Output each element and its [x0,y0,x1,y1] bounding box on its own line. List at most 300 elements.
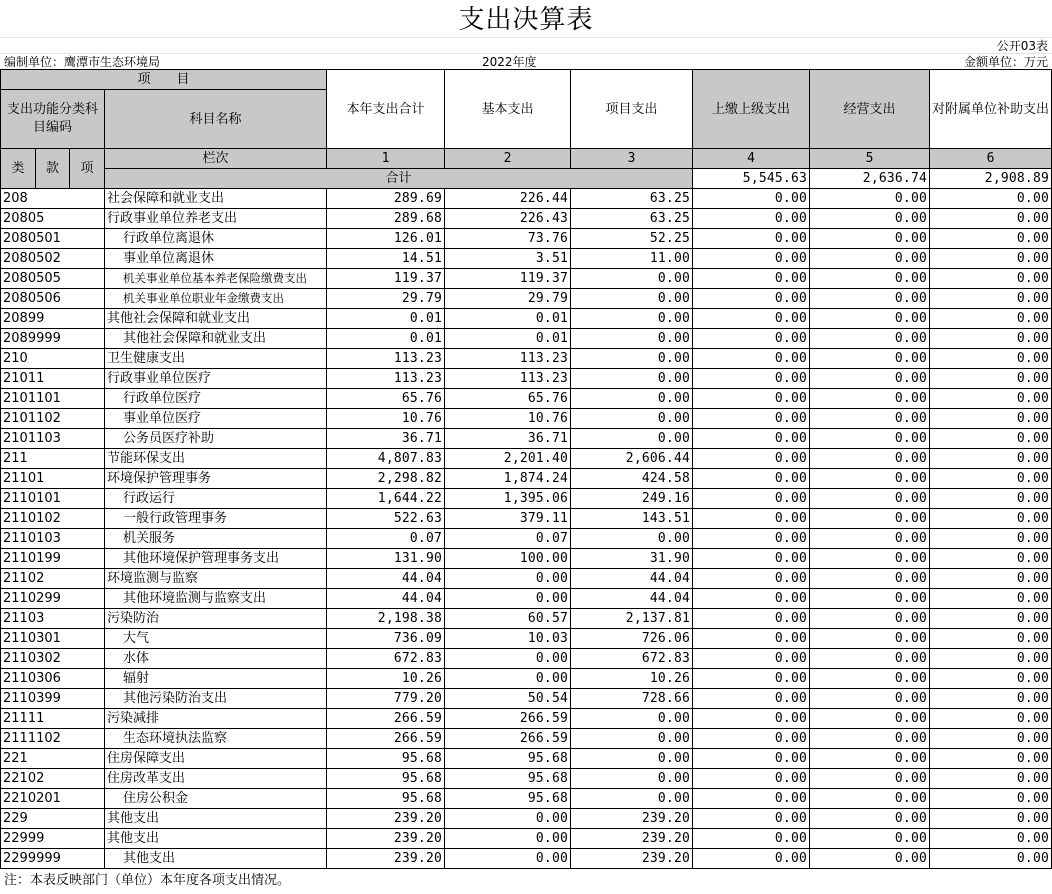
header-project: 项目支出 [571,70,693,149]
amount-cell: 289.69 [327,189,445,209]
subject-code: 2080502 [1,249,105,269]
table-row [1,649,1052,669]
total-value: 2,636.74 [810,169,930,189]
amount-cell: 0.00 [445,849,571,869]
amount-cell: 0.00 [571,309,693,329]
table-row [1,629,1052,649]
amount-cell: 0.00 [930,749,1052,769]
amount-cell: 0.00 [445,829,571,849]
amount-cell: 0.00 [693,369,810,389]
amount-cell: 0.00 [930,709,1052,729]
header-upper: 上缴上级支出 [693,70,810,149]
column-index: 5 [810,149,930,169]
amount-cell: 0.00 [810,669,930,689]
subject-code: 2110399 [1,689,105,709]
amount-cell: 0.00 [693,669,810,689]
amount-cell: 0.00 [445,649,571,669]
page-title: 支出决算表 [458,5,594,35]
amount-cell: 113.23 [445,369,571,389]
table-note: 注：本表反映部门（单位）本年度各项支出情况。 [4,873,291,888]
amount-cell: 0.00 [693,349,810,369]
subject-code: 2111102 [1,729,105,749]
subject-name: 住房公积金 [105,789,327,809]
subject-name: 污染防治 [105,609,327,629]
subject-code: 2110301 [1,629,105,649]
amount-cell: 10.76 [327,409,445,429]
subject-name: 环境监测与监察 [105,569,327,589]
table-row [1,589,1052,609]
amount-cell: 0.00 [930,529,1052,549]
amount-cell: 0.00 [693,629,810,649]
amount-cell: 424.58 [571,469,693,489]
amount-cell: 0.00 [693,809,810,829]
amount-cell: 0.00 [810,229,930,249]
amount-cell: 10.76 [445,409,571,429]
table-row [1,309,1052,329]
amount-cell: 113.23 [327,349,445,369]
amount-cell: 0.00 [930,629,1052,649]
subject-code: 211 [1,449,105,469]
subject-name: 其他环境监测与监察支出 [105,589,327,609]
amount-cell: 0.00 [693,449,810,469]
amount-cell: 113.23 [327,369,445,389]
table-row [1,729,1052,749]
subject-code: 2110103 [1,529,105,549]
subject-code: 208 [1,189,105,209]
subject-code: 2110299 [1,589,105,609]
amount-cell: 0.00 [693,469,810,489]
subject-name: 环境保护管理事务 [105,469,327,489]
amount-cell: 672.83 [327,649,445,669]
amount-cell: 31.90 [571,549,693,569]
subject-name: 卫生健康支出 [105,349,327,369]
table-row [1,809,1052,829]
amount-cell: 0.00 [810,269,930,289]
amount-cell: 119.37 [445,269,571,289]
header-business: 经营支出 [810,70,930,149]
amount-cell: 0.00 [810,469,930,489]
amount-cell: 0.00 [693,209,810,229]
subject-name: 大气 [105,629,327,649]
amount-cell: 95.68 [445,789,571,809]
amount-cell: 0.00 [810,489,930,509]
amount-cell: 0.00 [571,269,693,289]
subject-name: 生态环境执法监察 [105,729,327,749]
amount-cell: 0.00 [930,389,1052,409]
amount-cell: 0.00 [930,669,1052,689]
table-row [1,669,1052,689]
amount-cell: 113.23 [445,349,571,369]
subject-name: 其他社会保障和就业支出 [105,309,327,329]
amount-cell: 0.01 [327,309,445,329]
amount-cell: 0.00 [930,489,1052,509]
amount-cell: 0.00 [930,549,1052,569]
amount-cell: 0.00 [571,329,693,349]
amount-cell: 672.83 [571,649,693,669]
amount-cell: 131.90 [327,549,445,569]
amount-cell: 95.68 [445,749,571,769]
subject-name: 行政事业单位养老支出 [105,209,327,229]
amount-cell: 60.57 [445,609,571,629]
amount-cell: 1,874.24 [445,469,571,489]
amount-cell: 0.00 [693,289,810,309]
amount-cell: 0.00 [445,809,571,829]
amount-cell: 44.04 [571,589,693,609]
amount-cell: 0.00 [810,389,930,409]
amount-cell: 0.00 [693,269,810,289]
subject-code: 2101103 [1,429,105,449]
amount-cell: 0.00 [810,549,930,569]
subject-name: 公务员医疗补助 [105,429,327,449]
amount-cell: 0.00 [810,449,930,469]
amount-cell: 119.37 [327,269,445,289]
amount-cell: 0.00 [930,189,1052,209]
amount-cell: 239.20 [571,829,693,849]
amount-cell: 4,807.83 [327,449,445,469]
table-row [1,769,1052,789]
amount-cell: 65.76 [445,389,571,409]
amount-cell: 0.00 [571,409,693,429]
amount-cell: 0.00 [810,209,930,229]
amount-cell: 0.00 [810,409,930,429]
subject-name: 机关事业单位基本养老保险缴费支出 [105,269,327,289]
subject-code: 2110199 [1,549,105,569]
amount-cell: 289.68 [327,209,445,229]
amount-cell: 0.00 [571,389,693,409]
amount-cell: 0.00 [693,249,810,269]
amount-cell: 0.00 [693,389,810,409]
amount-cell: 14.51 [327,249,445,269]
table-row [1,229,1052,249]
table-row [1,489,1052,509]
amount-cell: 726.06 [571,629,693,649]
amount-cell: 1,395.06 [445,489,571,509]
table-row [1,209,1052,229]
subject-name: 事业单位离退休 [105,249,327,269]
amount-cell: 0.00 [810,529,930,549]
subject-code: 2299999 [1,849,105,869]
amount-cell: 266.59 [327,729,445,749]
table-row [1,429,1052,449]
column-index: 2 [445,149,571,169]
amount-cell: 239.20 [571,849,693,869]
header-func-code: 支出功能分类科目编码 [1,90,105,149]
subject-code: 22102 [1,769,105,789]
fiscal-year: 2022年度 [482,55,537,69]
amount-cell: 2,201.40 [445,449,571,469]
table-row [1,709,1052,729]
amount-cell: 0.00 [810,769,930,789]
table-row [1,449,1052,469]
amount-cell: 0.00 [930,249,1052,269]
amount-cell: 0.00 [810,349,930,369]
amount-cell: 0.00 [571,369,693,389]
amount-cell: 379.11 [445,509,571,529]
amount-cell: 522.63 [327,509,445,529]
amount-cell: 0.07 [445,529,571,549]
amount-cell: 0.00 [693,589,810,609]
amount-cell: 266.59 [445,729,571,749]
table-row [1,689,1052,709]
column-index: 1 [327,149,445,169]
amount-cell: 100.00 [445,549,571,569]
amount-cell: 0.00 [810,589,930,609]
amount-cell: 44.04 [327,589,445,609]
subject-name: 水体 [105,649,327,669]
amount-cell: 95.68 [327,789,445,809]
amount-cell: 0.00 [810,649,930,669]
amount-cell: 36.71 [327,429,445,449]
amount-cell: 50.54 [445,689,571,709]
header-lei: 类 [1,149,36,189]
amount-cell: 2,298.82 [327,469,445,489]
amount-cell: 0.00 [930,449,1052,469]
total-row [1,169,1052,189]
amount-cell: 736.09 [327,629,445,649]
amount-cell: 0.00 [810,369,930,389]
amount-cell: 0.00 [810,709,930,729]
amount-cell: 0.00 [693,409,810,429]
subject-code: 2080505 [1,269,105,289]
compiling-unit: 编制单位：鹰潭市生态环境局 [4,55,161,69]
amount-cell: 0.00 [445,569,571,589]
amount-cell: 0.00 [571,729,693,749]
amount-cell: 36.71 [445,429,571,449]
subject-name: 其他支出 [105,849,327,869]
amount-cell: 266.59 [445,709,571,729]
amount-cell: 0.00 [693,229,810,249]
table-row [1,189,1052,209]
amount-cell: 0.00 [930,789,1052,809]
amount-cell: 0.00 [693,709,810,729]
amount-cell: 0.00 [693,609,810,629]
amount-cell: 3.51 [445,249,571,269]
expenditure-table [0,69,1052,869]
subject-name: 住房改革支出 [105,769,327,789]
amount-cell: 0.00 [571,769,693,789]
subject-code: 2110102 [1,509,105,529]
table-row [1,529,1052,549]
amount-cell: 0.00 [693,689,810,709]
header-lanci: 栏次 [105,149,327,169]
amount-cell: 95.68 [327,749,445,769]
amount-cell: 0.00 [810,829,930,849]
amount-cell: 0.00 [930,849,1052,869]
amount-cell: 0.00 [693,549,810,569]
subject-name: 其他环境保护管理事务支出 [105,549,327,569]
subject-name: 住房保障支出 [105,749,327,769]
amount-cell: 0.00 [810,689,930,709]
amount-cell: 0.01 [445,329,571,349]
subject-name: 其他支出 [105,829,327,849]
subject-name: 辐射 [105,669,327,689]
amount-cell: 0.00 [445,589,571,609]
total-value: 5,545.63 [693,169,810,189]
total-label: 合计 [105,169,693,189]
header-item: 项 目 [1,70,327,90]
amount-cell: 0.00 [693,309,810,329]
table-row [1,249,1052,269]
subject-name: 行政运行 [105,489,327,509]
table-row [1,789,1052,809]
amount-cell: 0.00 [693,829,810,849]
amount-cell: 63.25 [571,209,693,229]
subject-name: 其他污染防治支出 [105,689,327,709]
money-unit: 金额单位：万元 [963,55,1048,69]
amount-cell: 0.00 [571,289,693,309]
header-xiang: 项 [70,149,105,189]
amount-cell: 0.00 [810,249,930,269]
amount-cell: 0.00 [930,649,1052,669]
amount-cell: 0.00 [693,509,810,529]
amount-cell: 0.00 [930,209,1052,229]
amount-cell: 0.01 [327,329,445,349]
amount-cell: 11.00 [571,249,693,269]
subject-name: 节能环保支出 [105,449,327,469]
amount-cell: 0.00 [930,609,1052,629]
subject-name: 其他社会保障和就业支出 [105,329,327,349]
subject-code: 22999 [1,829,105,849]
subject-code: 2080501 [1,229,105,249]
amount-cell: 0.00 [693,529,810,549]
amount-cell: 126.01 [327,229,445,249]
amount-cell: 0.00 [810,289,930,309]
table-row [1,269,1052,289]
amount-cell: 0.00 [693,429,810,449]
amount-cell: 0.00 [930,289,1052,309]
table-row [1,389,1052,409]
subject-code: 20805 [1,209,105,229]
amount-cell: 0.00 [693,729,810,749]
amount-cell: 0.00 [930,409,1052,429]
gridline [0,37,1052,38]
subject-code: 2101101 [1,389,105,409]
amount-cell: 0.00 [930,429,1052,449]
subject-name: 行政事业单位医疗 [105,369,327,389]
amount-cell: 143.51 [571,509,693,529]
header-subject-name: 科目名称 [105,90,327,149]
table-row [1,509,1052,529]
amount-cell: 44.04 [571,569,693,589]
amount-cell: 0.00 [693,569,810,589]
amount-cell: 0.00 [693,789,810,809]
subject-code: 21103 [1,609,105,629]
amount-cell: 0.00 [810,429,930,449]
amount-cell: 0.00 [571,429,693,449]
subject-name: 一般行政管理事务 [105,509,327,529]
amount-cell: 0.00 [930,809,1052,829]
amount-cell: 2,137.81 [571,609,693,629]
amount-cell: 0.00 [930,689,1052,709]
table-row [1,329,1052,349]
amount-cell: 0.00 [810,729,930,749]
amount-cell: 0.00 [693,189,810,209]
subject-code: 221 [1,749,105,769]
amount-cell: 0.00 [693,749,810,769]
amount-cell: 29.79 [327,289,445,309]
amount-cell: 728.66 [571,689,693,709]
column-index: 6 [930,149,1052,169]
subject-name: 行政单位医疗 [105,389,327,409]
table-row [1,609,1052,629]
amount-cell: 0.00 [810,849,930,869]
amount-cell: 226.44 [445,189,571,209]
amount-cell: 0.00 [810,509,930,529]
table-row [1,849,1052,869]
subject-code: 21101 [1,469,105,489]
subject-name: 行政单位离退休 [105,229,327,249]
amount-cell: 226.43 [445,209,571,229]
amount-cell: 0.00 [930,729,1052,749]
amount-cell: 0.00 [810,749,930,769]
subject-code: 21011 [1,369,105,389]
amount-cell: 0.00 [571,789,693,809]
amount-cell: 0.00 [930,829,1052,849]
subject-code: 2089999 [1,329,105,349]
amount-cell: 779.20 [327,689,445,709]
amount-cell: 0.00 [810,329,930,349]
amount-cell: 0.00 [930,469,1052,489]
table-row [1,829,1052,849]
subject-code: 2110302 [1,649,105,669]
table-row [1,569,1052,589]
subject-name: 机关事业单位职业年金缴费支出 [105,289,327,309]
amount-cell: 266.59 [327,709,445,729]
form-code: 公开03表 [996,39,1048,53]
header-kuan: 款 [36,149,70,189]
amount-cell: 0.00 [810,569,930,589]
amount-cell: 63.25 [571,189,693,209]
amount-cell: 0.00 [445,669,571,689]
subject-name: 其他支出 [105,809,327,829]
amount-cell: 0.00 [571,749,693,769]
header-basic: 基本支出 [445,70,571,149]
amount-cell: 0.00 [930,769,1052,789]
table-row [1,369,1052,389]
amount-cell: 65.76 [327,389,445,409]
amount-cell: 0.00 [930,229,1052,249]
amount-cell: 0.07 [327,529,445,549]
subject-code: 21102 [1,569,105,589]
subject-code: 2080506 [1,289,105,309]
header-total: 本年支出合计 [327,70,445,149]
table-row [1,349,1052,369]
amount-cell: 10.03 [445,629,571,649]
amount-cell: 10.26 [571,669,693,689]
table-row [1,289,1052,309]
subject-code: 21111 [1,709,105,729]
amount-cell: 0.00 [810,189,930,209]
amount-cell: 0.00 [810,809,930,829]
amount-cell: 2,606.44 [571,449,693,469]
subject-name: 社会保障和就业支出 [105,189,327,209]
subject-code: 210 [1,349,105,369]
amount-cell: 239.20 [327,829,445,849]
subject-code: 2210201 [1,789,105,809]
amount-cell: 249.16 [571,489,693,509]
amount-cell: 0.00 [930,369,1052,389]
amount-cell: 0.00 [930,329,1052,349]
table-row [1,469,1052,489]
amount-cell: 1,644.22 [327,489,445,509]
amount-cell: 10.26 [327,669,445,689]
amount-cell: 0.00 [810,309,930,329]
amount-cell: 0.00 [693,849,810,869]
amount-cell: 0.00 [571,349,693,369]
amount-cell: 0.00 [930,589,1052,609]
subject-name: 机关服务 [105,529,327,549]
amount-cell: 0.00 [930,349,1052,369]
